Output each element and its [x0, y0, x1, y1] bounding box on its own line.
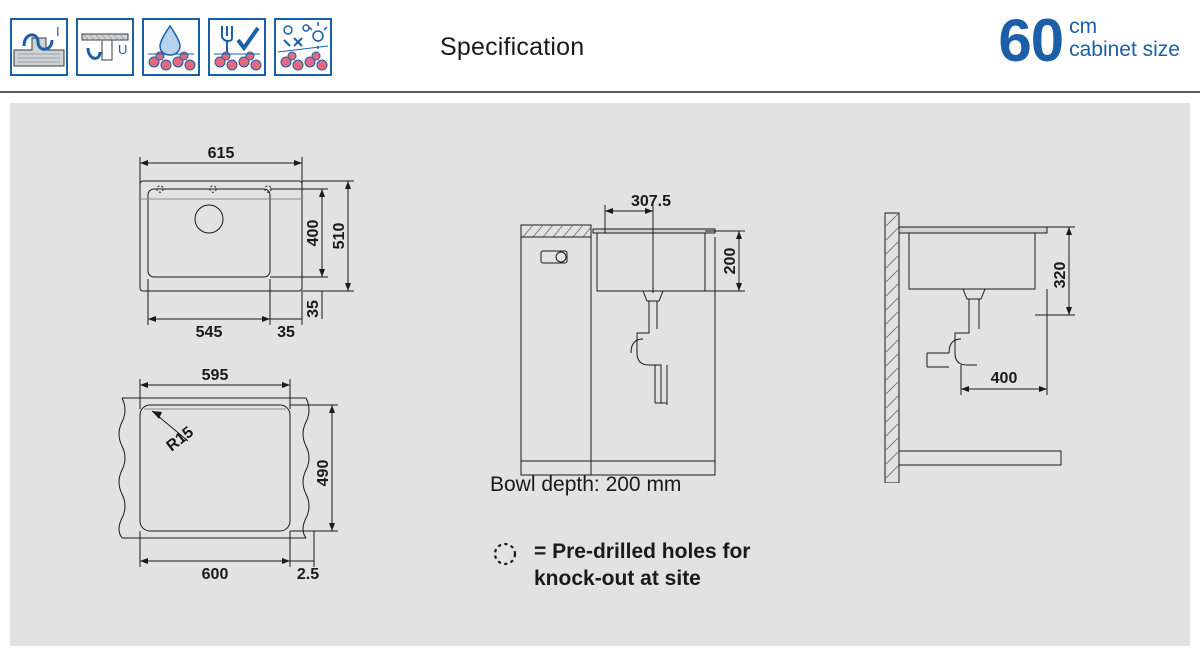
dim-510: 510 [331, 222, 348, 250]
knockout-line-1: = Pre-drilled holes for [534, 540, 751, 563]
dim-35-h: 35 [277, 324, 295, 341]
dim-r15: R15 [163, 423, 198, 456]
cabinet-size-number: 60 [998, 7, 1064, 74]
front-section-drawing [505, 193, 765, 483]
feature-icon-strip [10, 18, 332, 76]
dim-600: 600 [201, 566, 229, 583]
undermount-icon [76, 18, 134, 76]
dim-307-5: 307.5 [630, 193, 672, 210]
dim-320: 320 [1052, 261, 1069, 289]
page-title: Specification [440, 33, 585, 61]
cutout-view-drawing [100, 353, 420, 603]
knockout-line-2: knock-out at site [534, 567, 701, 590]
bowl-depth-note: Bowl depth: 200 mm [490, 473, 682, 496]
knockout-note-text [534, 538, 750, 592]
top-view-sink-drawing [100, 123, 420, 353]
cabinet-size-unit-cm: cm [1069, 15, 1098, 38]
dim-200: 200 [722, 247, 739, 275]
dim-545: 545 [195, 324, 223, 341]
dim-595: 595 [201, 367, 229, 384]
water-drop-icon [142, 18, 200, 76]
drawing-area [10, 103, 1190, 646]
header [0, 0, 1200, 93]
dim-2-5: 2.5 [296, 566, 320, 583]
dim-490: 490 [315, 459, 332, 487]
svg-text:I: I [56, 24, 60, 39]
knockout-note [490, 538, 750, 592]
svg-text:U: U [118, 42, 128, 57]
fork-check-icon [208, 18, 266, 76]
flush-mount-icon [10, 18, 68, 76]
dim-400-top: 400 [305, 219, 322, 247]
cabinet-size-badge [998, 7, 1180, 74]
dim-35-v: 35 [305, 300, 322, 318]
dim-400-side: 400 [990, 370, 1018, 387]
pre-drilled-hole-icon [490, 538, 520, 568]
stain-resistant-icon [274, 18, 332, 76]
side-section-drawing [865, 193, 1125, 483]
cabinet-size-unit-label: cabinet size [1069, 38, 1180, 61]
dim-615: 615 [207, 145, 235, 162]
cabinet-size-unit [1069, 15, 1180, 61]
